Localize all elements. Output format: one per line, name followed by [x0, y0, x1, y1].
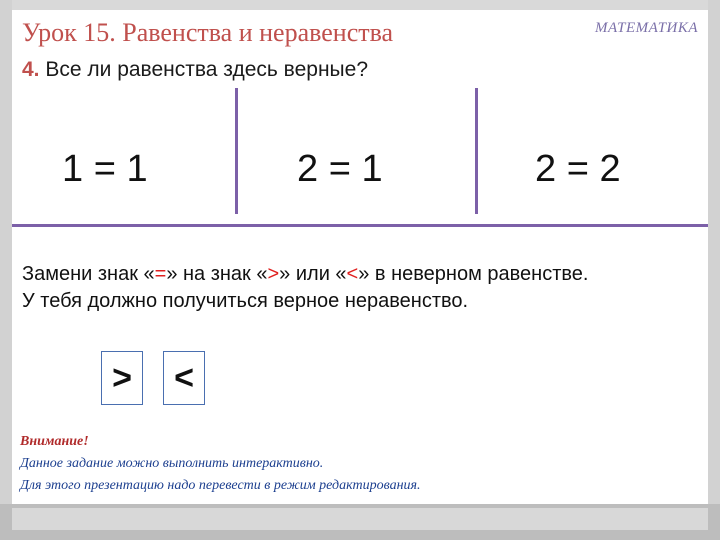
instruction-line-2: У тебя должно получиться верное неравенство. — [22, 290, 469, 312]
right-border — [708, 0, 720, 540]
question-text: Все ли равенства здесь верные? — [39, 58, 368, 81]
equation-1-left: 1 — [62, 148, 84, 190]
subject-label: МАТЕМАТИКА — [595, 20, 698, 36]
equation-3-sign[interactable]: = — [566, 148, 589, 190]
instruction-text: Замени знак « — [22, 263, 155, 285]
equation-1[interactable] — [62, 148, 148, 191]
equation-1-sign[interactable]: = — [93, 148, 116, 190]
question — [22, 58, 368, 82]
equation-3[interactable] — [535, 148, 621, 191]
equation-3-left: 2 — [535, 148, 557, 190]
question-number: 4. — [22, 58, 40, 81]
instruction-text: » на знак « — [166, 263, 268, 285]
instruction-line-1 — [22, 263, 588, 286]
equation-2[interactable] — [297, 148, 383, 191]
top-border — [0, 0, 720, 10]
equation-3-right: 2 — [599, 148, 621, 190]
column-divider-2 — [475, 88, 478, 214]
note-line-2: Для этого презентацию надо перевести в режим редактирования. — [20, 478, 421, 493]
instruction-text: » или « — [279, 263, 347, 285]
greater-than-sign-button[interactable]: > — [101, 351, 143, 405]
bottom-strip — [12, 508, 708, 530]
equation-2-left: 2 — [297, 148, 319, 190]
equation-1-right: 1 — [126, 148, 148, 190]
greater-sign-highlight: > — [267, 263, 280, 285]
less-than-sign-button[interactable]: < — [163, 351, 205, 405]
note-line-1: Данное задание можно выполнить интерактивно. — [20, 456, 324, 471]
equals-sign-highlight: = — [154, 263, 167, 285]
column-divider-1 — [235, 88, 238, 214]
less-sign-highlight: < — [346, 263, 359, 285]
section-divider — [12, 224, 708, 227]
instruction-text: » в неверном равенстве. — [358, 263, 589, 285]
warning-heading: Внимание! — [20, 434, 89, 449]
left-border — [0, 0, 12, 540]
equation-2-right: 1 — [361, 148, 383, 190]
equation-2-sign[interactable]: = — [328, 148, 351, 190]
page-title: Урок 15. Равенства и неравенства — [22, 18, 394, 47]
